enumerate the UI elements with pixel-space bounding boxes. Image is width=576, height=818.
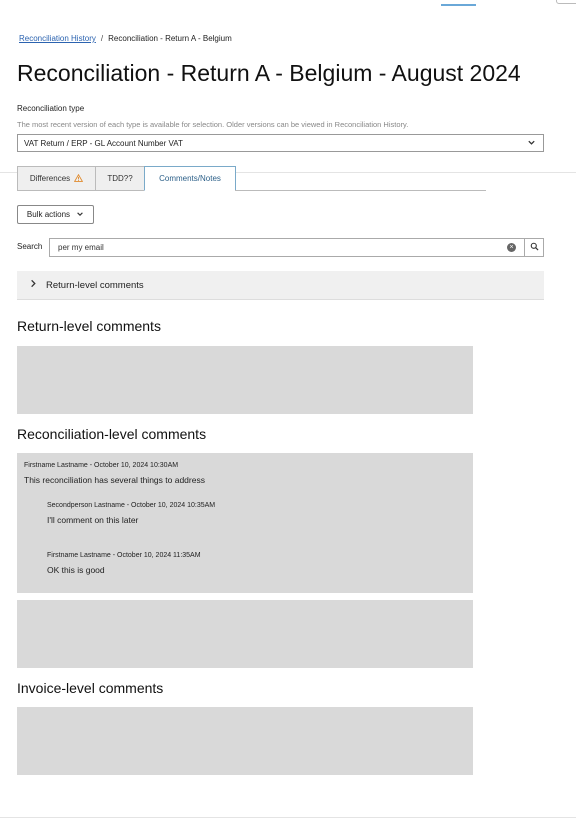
chevron-down-icon <box>76 210 84 220</box>
clear-icon[interactable]: × <box>507 243 516 252</box>
top-corner-control[interactable] <box>556 0 576 4</box>
search-label: Search <box>17 242 43 251</box>
tab-tdd[interactable] <box>95 166 145 191</box>
accordion-label: Return-level comments <box>46 279 144 291</box>
tab-underline <box>235 190 486 191</box>
reconciliation-type-label: Reconciliation type <box>17 104 85 113</box>
top-nav-indicator <box>441 4 476 6</box>
reconciliation-level-comments-panel <box>17 453 473 593</box>
breadcrumb <box>19 34 232 43</box>
chevron-down-icon <box>527 138 536 149</box>
reconciliation-type-select[interactable] <box>17 134 544 152</box>
return-level-comments-accordion[interactable] <box>17 271 544 300</box>
reconciliation-level-comments-heading: Reconciliation-level comments <box>17 426 207 442</box>
tab-label: TDD?? <box>107 174 133 183</box>
return-level-comments-panel <box>17 346 473 414</box>
reply-text: I'll comment on this later <box>47 515 139 525</box>
search-button[interactable] <box>524 238 544 257</box>
chevron-right-icon <box>29 279 37 291</box>
reconciliation-type-selected-value: VAT Return / ERP - GL Account Number VAT <box>24 139 183 148</box>
search-field <box>49 238 525 257</box>
warning-icon <box>74 174 83 184</box>
tab-comments-notes[interactable] <box>144 166 236 191</box>
tab-label: Differences <box>29 174 71 183</box>
breadcrumb-link-reconciliation-history[interactable]: Reconciliation History <box>19 34 96 43</box>
tab-differences[interactable] <box>17 166 96 191</box>
breadcrumb-current: Reconciliation - Return A - Belgium <box>108 34 232 43</box>
bulk-actions-button[interactable] <box>17 205 94 224</box>
reply-author-timestamp: Secondperson Lastname - October 10, 2024 10:35AM <box>47 502 216 509</box>
reply-author-timestamp: Firstname Lastname - October 10, 2024 11:35AM <box>47 552 201 559</box>
search-input[interactable] <box>50 239 496 256</box>
reconciliation-level-comments-panel-empty <box>17 600 473 668</box>
bulk-actions-label: Bulk actions <box>26 210 71 219</box>
return-level-comments-heading: Return-level comments <box>17 318 161 334</box>
search-icon <box>530 242 539 253</box>
page-title: Reconciliation - Return A - Belgium - August 2024 <box>17 60 521 86</box>
comment-text: This reconciliation has several things to address <box>24 475 205 485</box>
invoice-level-comments-panel <box>17 707 473 775</box>
reconciliation-type-help-text: The most recent version of each type is available for selection. Older versions can be viewed in Reconciliation History. <box>17 120 409 129</box>
comment-author-timestamp: Firstname Lastname - October 10, 2024 10:30AM <box>24 462 179 469</box>
breadcrumb-separator: / <box>100 34 104 43</box>
tab-label: Comments/Notes <box>159 174 221 183</box>
invoice-level-comments-heading: Invoice-level comments <box>17 680 164 696</box>
reply-text: OK this is good <box>47 565 105 575</box>
